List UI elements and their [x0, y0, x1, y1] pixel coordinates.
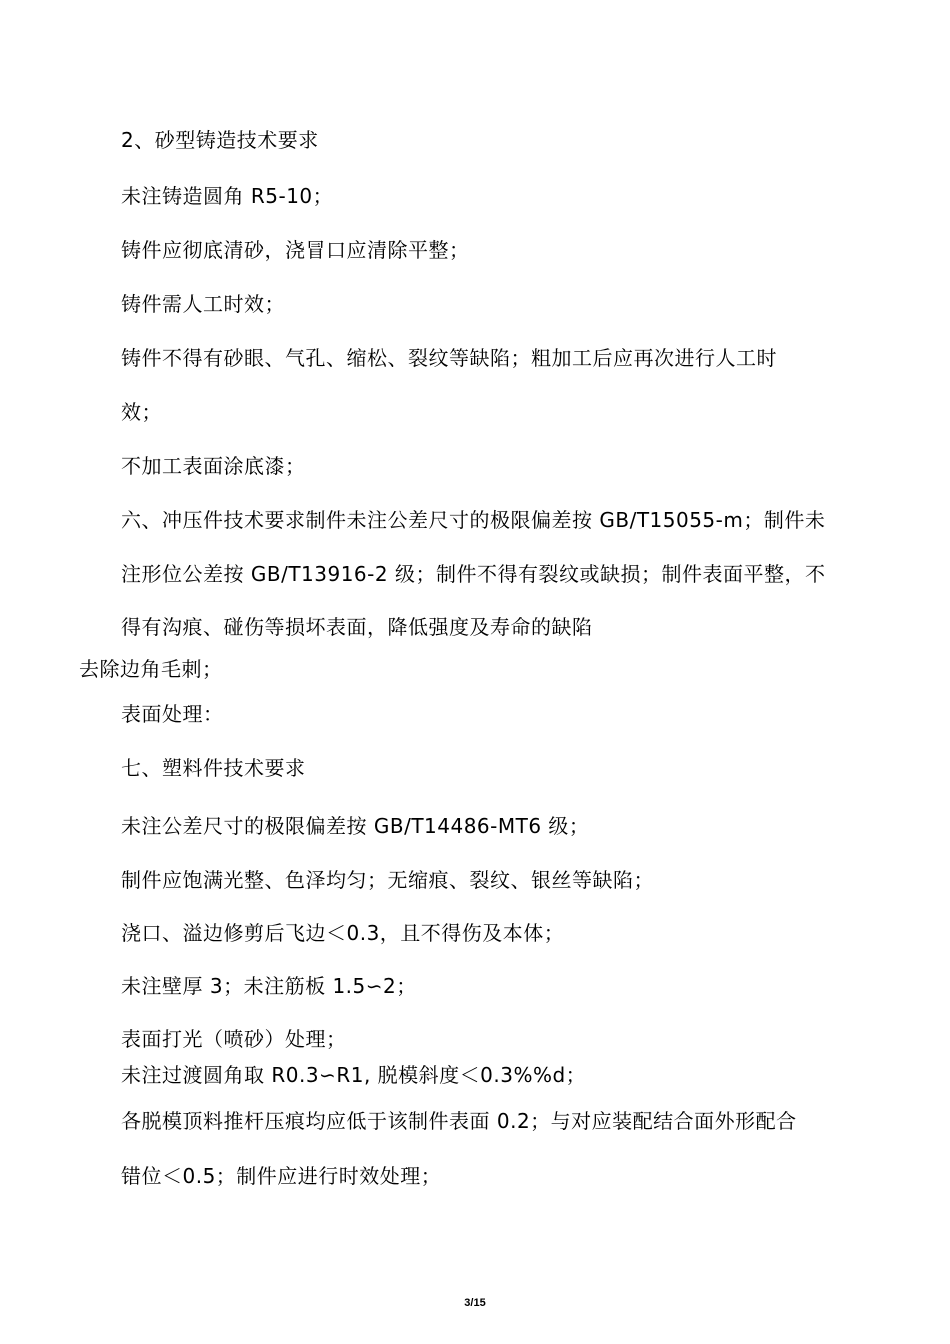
text-line: 去除边角毛刺；	[79, 657, 223, 681]
text-line: 制件应饱满光整、色泽均匀；无缩痕、裂纹、银丝等缺陷；	[121, 868, 654, 892]
text-line: 未注过渡圆角取 R0.3∽R1, 脱模斜度＜0.3%%d；	[121, 1063, 587, 1087]
text-line: 各脱模顶料推杆压痕均应低于该制件表面 0.2；与对应装配结合面外形配合	[121, 1109, 797, 1133]
section-heading: 七、塑料件技术要求	[121, 756, 306, 780]
text-line: 表面打光（喷砂）处理；	[121, 1027, 347, 1051]
text-line: 未注公差尺寸的极限偏差按 GB/T14486-MT6 级；	[121, 814, 590, 838]
text-line: 未注壁厚 3；未注筋板 1.5∽2；	[121, 974, 417, 998]
text-line: 未注铸造圆角 R5-10；	[121, 184, 334, 208]
text-line: 不加工表面涂底漆；	[121, 454, 306, 478]
text-line: 注形位公差按 GB/T13916-2 级；制件不得有裂纹或缺损；制件表面平整，不	[121, 562, 826, 586]
section-heading: 2、砂型铸造技术要求	[121, 128, 319, 152]
text-line: 浇口、溢边修剪后飞边＜0.3，且不得伤及本体；	[121, 921, 565, 945]
text-line: 铸件应彻底清砂，浇冒口应清除平整；	[121, 238, 470, 262]
page-number: 3/15	[464, 1297, 486, 1309]
text-line: 错位＜0.5；制件应进行时效处理；	[121, 1164, 442, 1188]
text-line: 铸件需人工时效；	[121, 292, 285, 316]
text-line: 得有沟痕、碰伤等损坏表面，降低强度及寿命的缺陷	[121, 615, 593, 639]
text-line: 铸件不得有砂眼、气孔、缩松、裂纹等缺陷；粗加工后应再次进行人工时	[121, 346, 777, 370]
text-line: 表面处理：	[121, 702, 224, 726]
section-heading: 六、冲压件技术要求制件未注公差尺寸的极限偏差按 GB/T15055-m；制件未	[121, 508, 826, 532]
text-line: 效；	[121, 400, 162, 424]
